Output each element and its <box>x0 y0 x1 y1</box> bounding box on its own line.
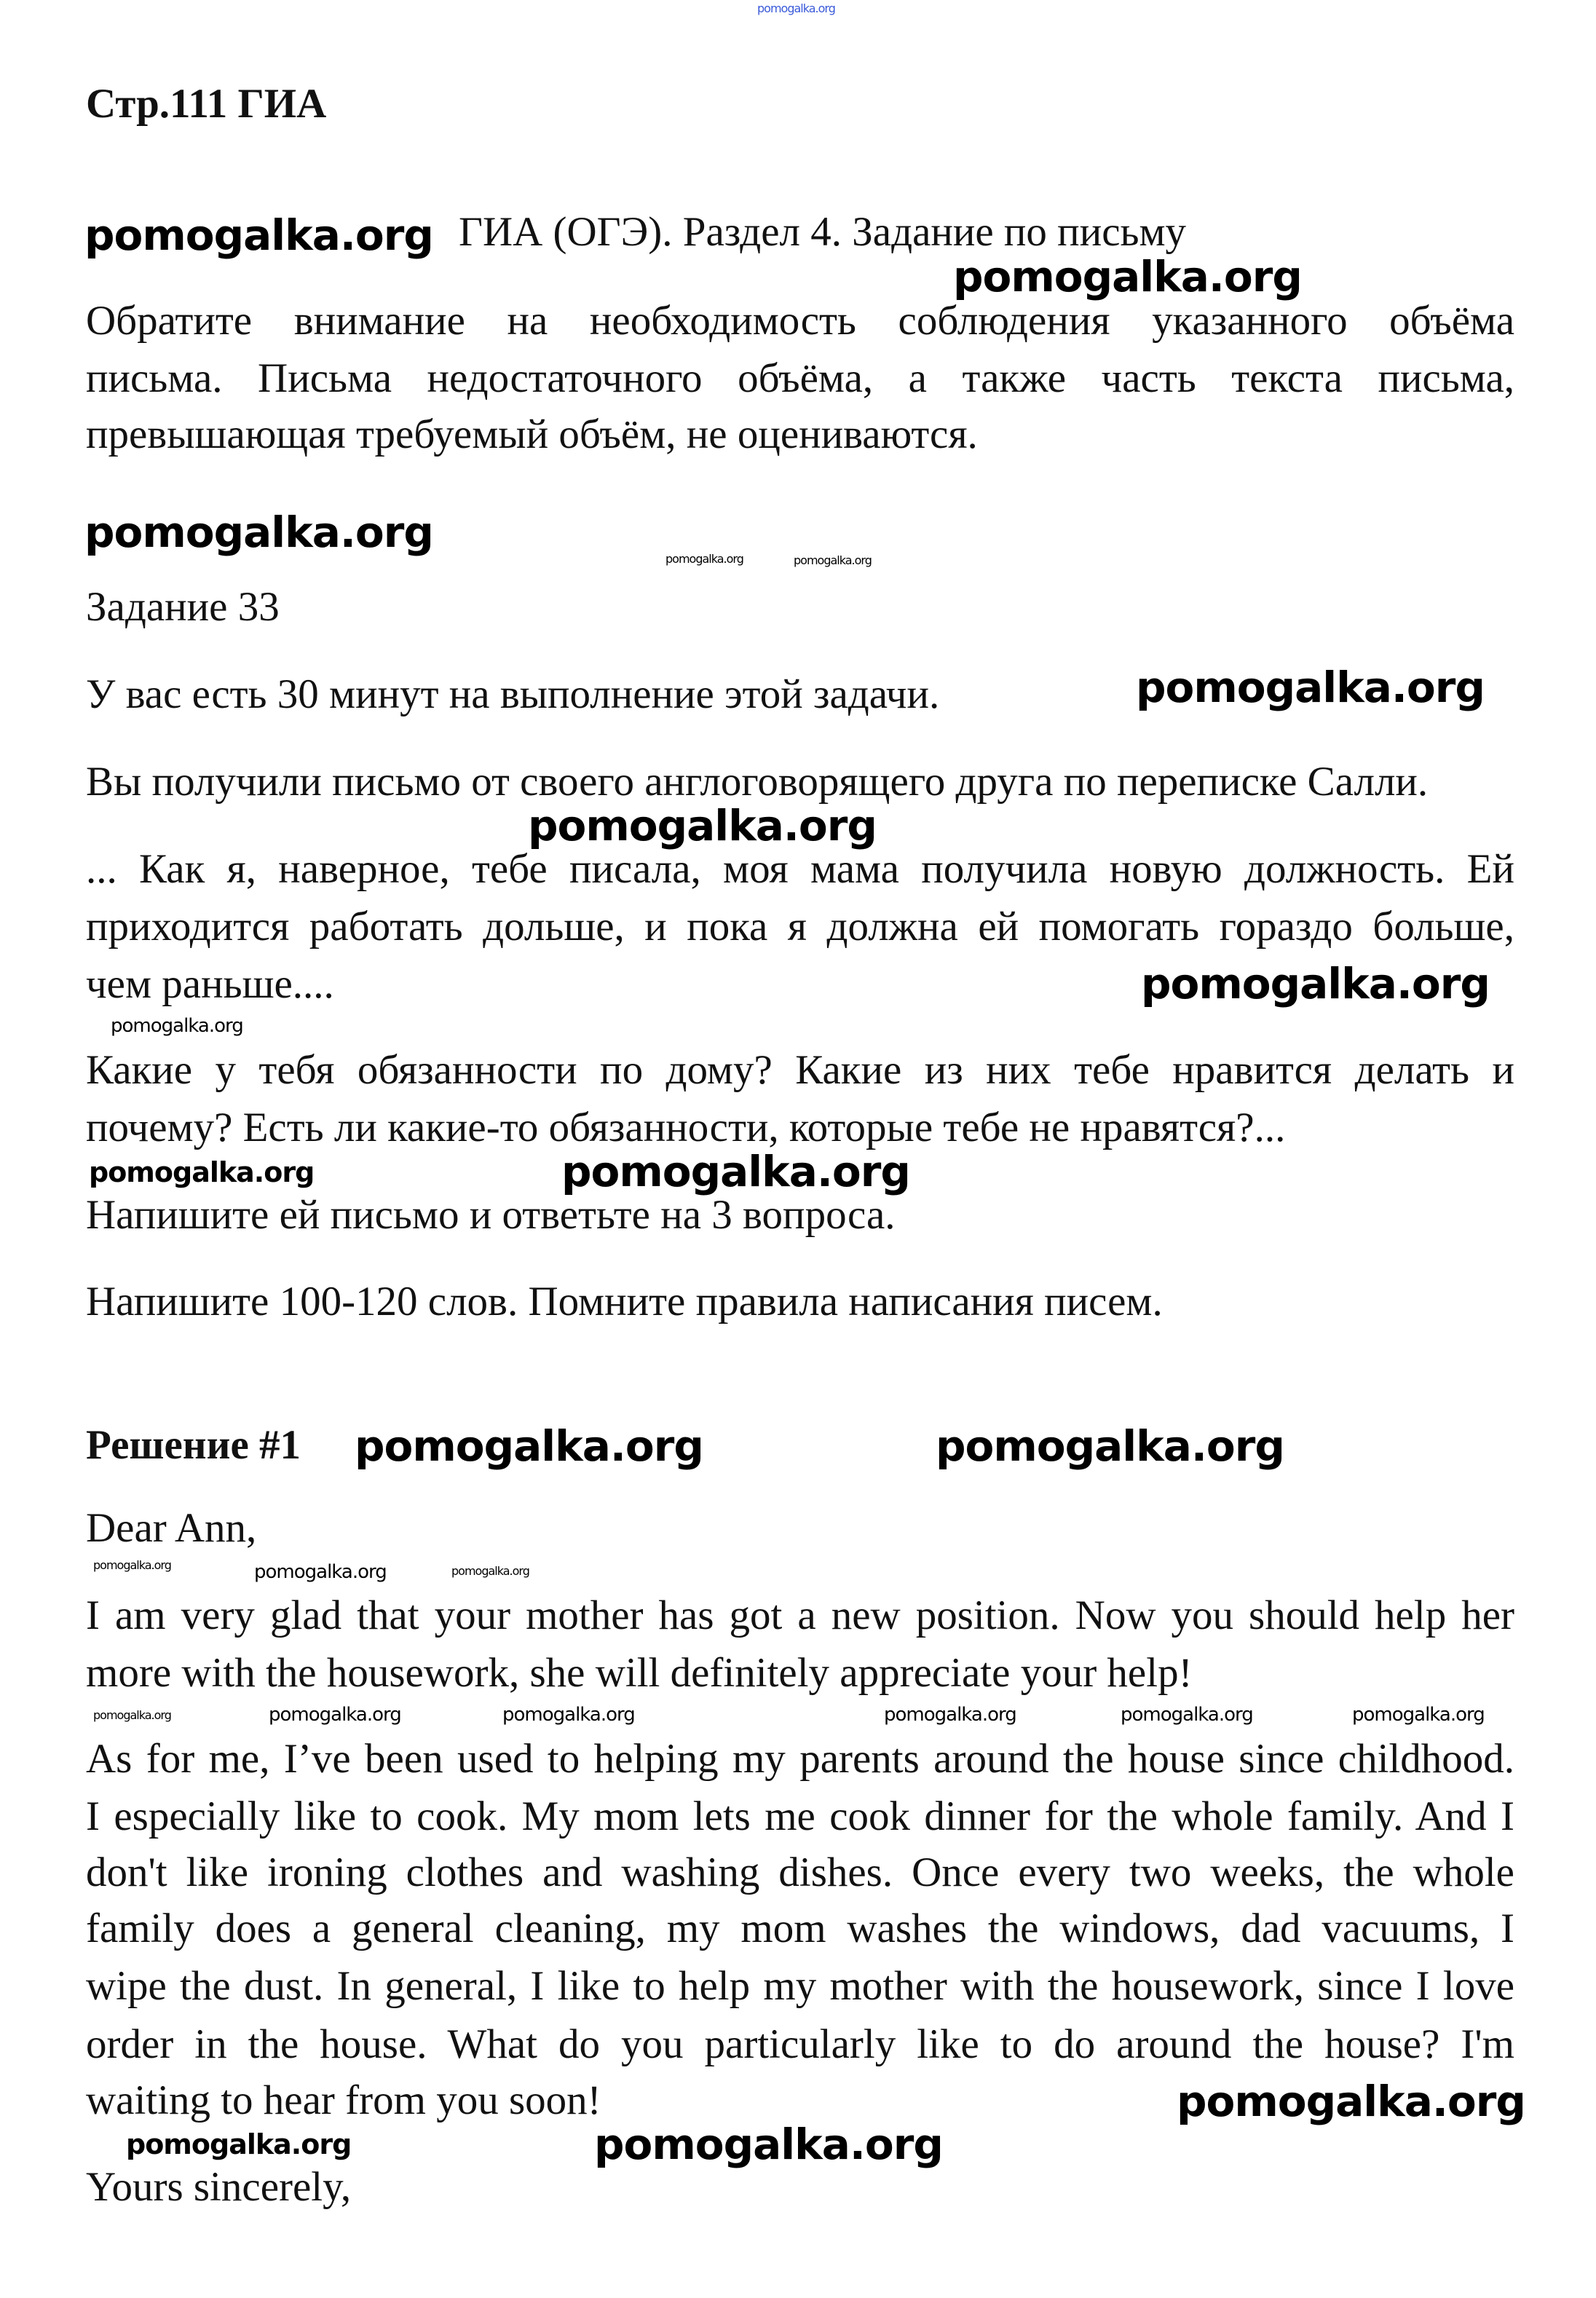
answer-line: more with the housework, she will definitely appreciate your help! <box>86 1650 1193 1696</box>
watermark: pomogalka.org <box>1136 663 1485 712</box>
watermark: pomogalka.org <box>794 553 872 567</box>
watermark: pomogalka.org <box>111 1015 243 1037</box>
watermark: pomogalka.org <box>1141 959 1490 1008</box>
watermark: pomogalka.org <box>757 1 835 15</box>
time-note: У вас есть 30 минут на выполнение этой задачи. <box>86 671 940 717</box>
task-title: Задание 33 <box>86 584 280 630</box>
watermark: pomogalka.org <box>451 1564 529 1578</box>
letter-excerpt-line: ... Как я, наверное, тебе писала, моя мама получила новую должность. Ей <box>86 846 1514 892</box>
task-intro: Вы получили письмо от своего англоговорящего друга по переписке Салли. <box>86 759 1429 805</box>
letter-excerpt-line: приходится работать дольше, и пока я должна ей помогать гораздо больше, <box>86 904 1514 949</box>
answer-line: I especially like to cook. My mom lets me cook dinner for the whole family. And I <box>86 1793 1514 1839</box>
watermark: pomogalka.org <box>89 1156 315 1188</box>
answer-line: As for me, I’ve been used to helping my parents around the house since childhood. <box>86 1736 1514 1782</box>
answer-line: wipe the dust. In general, I like to help my mother with the housework, since I love <box>86 1963 1514 2009</box>
letter-greeting: Dear Ann, <box>86 1505 257 1551</box>
watermark: pomogalka.org <box>84 508 433 557</box>
watermark: pomogalka.org <box>1121 1704 1253 1726</box>
notice-line: превышающая требуемый объём, не оцениваются. <box>86 411 978 457</box>
instruction: Напишите 100-120 слов. Помните правила написания писем. <box>86 1279 1163 1324</box>
notice-line: письма. Письма недостаточного объёма, а также часть текста письма, <box>86 355 1514 401</box>
watermark: pomogalka.org <box>126 2128 352 2160</box>
watermark: pomogalka.org <box>93 1558 171 1572</box>
watermark: pomogalka.org <box>665 552 743 566</box>
answer-line: don't like ironing clothes and washing dishes. Once every two weeks, the whole <box>86 1849 1514 1895</box>
letter-excerpt-line: чем раньше.... <box>86 961 334 1007</box>
answer-line: I am very glad that your mother has got a new position. Now you should help her <box>86 1592 1514 1638</box>
page-header: Стр.111 ГИА <box>86 81 327 127</box>
watermark: pomogalka.org <box>355 1421 703 1471</box>
watermark: pomogalka.org <box>269 1704 401 1726</box>
instruction: Напишите ей письмо и ответьте на 3 вопроса. <box>86 1192 896 1238</box>
answer-line: waiting to hear from you soon! <box>86 2077 601 2123</box>
solution-title: Решение #1 <box>86 1422 301 1468</box>
watermark: pomogalka.org <box>953 252 1302 301</box>
watermark: pomogalka.org <box>254 1561 387 1583</box>
watermark: pomogalka.org <box>561 1147 910 1196</box>
questions-line: Какие у тебя обязанности по дому? Какие из них тебе нравится делать и <box>86 1047 1514 1093</box>
watermark: pomogalka.org <box>84 210 433 260</box>
watermark: pomogalka.org <box>594 2120 943 2169</box>
answer-line: order in the house. What do you particularly like to do around the house? I'm <box>86 2021 1514 2067</box>
notice-line: Обратите внимание на необходимость соблюдения указанного объёма <box>86 298 1514 344</box>
watermark: pomogalka.org <box>1352 1704 1485 1726</box>
watermark: pomogalka.org <box>936 1421 1284 1471</box>
watermark: pomogalka.org <box>93 1708 171 1722</box>
watermark: pomogalka.org <box>884 1704 1016 1726</box>
questions-line: почему? Есть ли какие-то обязанности, которые тебе не нравятся?... <box>86 1105 1286 1150</box>
watermark: pomogalka.org <box>1177 2077 1525 2126</box>
watermark: pomogalka.org <box>502 1704 635 1726</box>
answer-line: family does a general cleaning, my mom washes the windows, dad vacuums, I <box>86 1906 1514 1951</box>
watermark: pomogalka.org <box>528 801 877 850</box>
section-title: ГИА (ОГЭ). Раздел 4. Задание по письму <box>459 209 1187 255</box>
letter-closing: Yours sincerely, <box>86 2164 352 2210</box>
